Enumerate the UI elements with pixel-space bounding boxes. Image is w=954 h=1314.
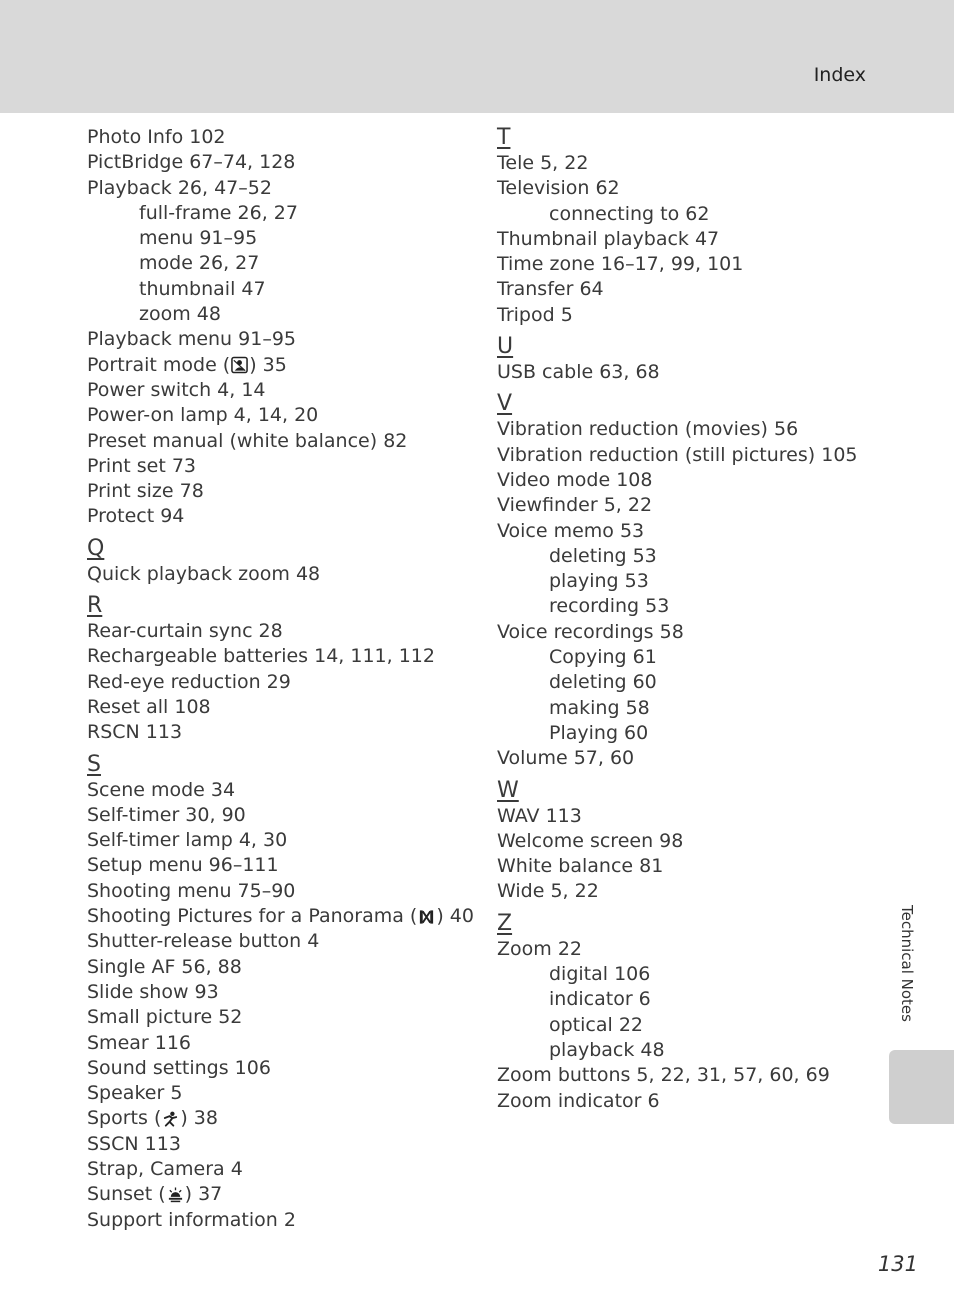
index-entry: Viewfinder 5, 22	[497, 494, 653, 517]
index-entry: Voice recordings 58	[497, 620, 684, 643]
panorama-icon	[418, 908, 435, 926]
index-entry: Playback menu 91–95	[87, 328, 296, 351]
index-entry: Video mode 108	[497, 468, 653, 491]
index-subentry: optical 22	[549, 1013, 643, 1036]
index-subentry: connecting to 62	[549, 202, 710, 225]
index-subentry: playback 48	[549, 1038, 665, 1061]
index-entry: Single AF 56, 88	[87, 955, 242, 978]
index-entry: USB cable 63, 68	[497, 361, 660, 384]
index-entry: SSCN 113	[87, 1132, 181, 1155]
index-letter-heading: W	[497, 777, 519, 803]
index-entry: Zoom indicator 6	[497, 1089, 660, 1112]
index-letter-heading: Z	[497, 910, 513, 936]
index-subentry: deleting 53	[549, 544, 657, 567]
index-column-left	[87, 125, 474, 1233]
entry-text: Shooting Pictures for a Panorama (	[87, 905, 418, 928]
index-entry: White balance 81	[497, 855, 664, 878]
index-entry: Tripod 5	[497, 303, 573, 326]
index-entry: Red-eye reduction 29	[87, 670, 291, 693]
index-entry: Print set 73	[87, 454, 196, 477]
index-entry: Preset manual (white balance) 82	[87, 429, 408, 452]
index-entry: Quick playback zoom 48	[87, 562, 321, 585]
index-entry: Time zone 16–17, 99, 101	[497, 253, 744, 276]
index-subentry: indicator 6	[549, 988, 651, 1011]
section-side-label: Technical Notes	[898, 905, 916, 1022]
index-entry	[87, 904, 474, 929]
index-entry: Wide 5, 22	[497, 880, 599, 903]
index-entry: Support information 2	[87, 1208, 296, 1231]
entry-text: Portrait mode (	[87, 353, 231, 376]
index-entry: WAV 113	[497, 804, 582, 827]
entry-text: ) 35	[249, 353, 287, 376]
index-letter-heading: S	[87, 751, 101, 777]
section-tab	[889, 1050, 954, 1124]
index-subentry: recording 53	[549, 595, 670, 618]
entry-text: ) 40	[436, 905, 474, 928]
index-entry: Transfer 64	[497, 278, 604, 301]
entry-text: Sports (	[87, 1107, 162, 1130]
entry-text: ) 37	[184, 1183, 223, 1206]
index-subentry: zoom 48	[139, 303, 221, 326]
index-entry: Scene mode 34	[87, 778, 236, 801]
index-entry: Sound settings 106	[87, 1056, 271, 1079]
index-entry: Setup menu 96–111	[87, 854, 279, 877]
index-entry: Television 62	[497, 177, 620, 200]
index-entry: Rechargeable batteries 14, 111, 112	[87, 645, 435, 668]
index-entry: PictBridge 67–74, 128	[87, 151, 296, 174]
index-entry: Voice memo 53	[497, 519, 645, 542]
index-entry: Photo Info 102	[87, 126, 226, 148]
index-entry: Playback 26, 47–52	[87, 176, 272, 199]
index-letter-heading: T	[497, 125, 511, 150]
index-entry: Reset all 108	[87, 695, 211, 718]
index-entry: Zoom 22	[497, 937, 582, 960]
index-entry: Print size 78	[87, 480, 204, 503]
index-entry: Shooting menu 75–90	[87, 879, 296, 902]
index-subentry: full-frame 26, 27	[139, 201, 298, 224]
index-subentry: Playing 60	[549, 721, 649, 744]
index-entry: Smear 116	[87, 1031, 192, 1054]
index-subentry: digital 106	[549, 963, 651, 986]
index-entry: Strap, Camera 4	[87, 1157, 243, 1180]
index-letter-heading: R	[87, 593, 103, 619]
index-entry: Rear-curtain sync 28	[87, 620, 283, 643]
index-entry: RSCN 113	[87, 721, 183, 744]
index-letter-heading: V	[497, 391, 513, 417]
sports-icon	[162, 1110, 179, 1128]
index-letter-heading: Q	[87, 535, 105, 561]
index-entry	[87, 1106, 467, 1131]
index-entry: Tele 5, 22	[497, 152, 589, 174]
index-entry: Welcome screen 98	[497, 829, 684, 852]
index-entry: Zoom buttons 5, 22, 31, 57, 60, 69	[497, 1064, 830, 1087]
index-entry: Vibration reduction (still pictures) 105	[497, 443, 858, 466]
entry-text: ) 38	[180, 1107, 218, 1130]
header-band	[0, 0, 954, 113]
index-subentry: thumbnail 47	[139, 277, 266, 300]
index-subentry: Copying 61	[549, 646, 657, 669]
index-entry: Slide show 93	[87, 980, 219, 1003]
index-entry: Power-on lamp 4, 14, 20	[87, 404, 319, 427]
portrait-icon	[231, 356, 248, 374]
index-subentry: menu 91–95	[139, 227, 258, 250]
page-header-title: Index	[813, 64, 866, 86]
index-entry: Small picture 52	[87, 1006, 243, 1029]
page-number: 131	[877, 1252, 918, 1276]
index-letter-heading: U	[497, 334, 514, 360]
index-entry: Thumbnail playback 47	[497, 227, 720, 250]
index-column-right	[497, 125, 877, 1114]
index-entry: Shutter-release button 4	[87, 930, 320, 953]
index-entry: Power switch 4, 14	[87, 378, 266, 401]
entry-text: Sunset (	[87, 1183, 166, 1206]
index-entry: Speaker 5	[87, 1082, 183, 1105]
index-entry	[87, 353, 467, 378]
index-subentry: playing 53	[549, 570, 649, 593]
index-subentry: making 58	[549, 696, 650, 719]
index-entry: Volume 57, 60	[497, 747, 635, 770]
index-entry: Self-timer lamp 4, 30	[87, 829, 288, 852]
index-entry: Self-timer 30, 90	[87, 803, 246, 826]
index-entry	[87, 1182, 467, 1207]
index-entry: Vibration reduction (movies) 56	[497, 418, 799, 441]
index-subentry: deleting 60	[549, 671, 657, 694]
sunset-icon	[167, 1186, 184, 1204]
index-subentry: mode 26, 27	[139, 252, 260, 275]
index-entry: Protect 94	[87, 505, 185, 528]
